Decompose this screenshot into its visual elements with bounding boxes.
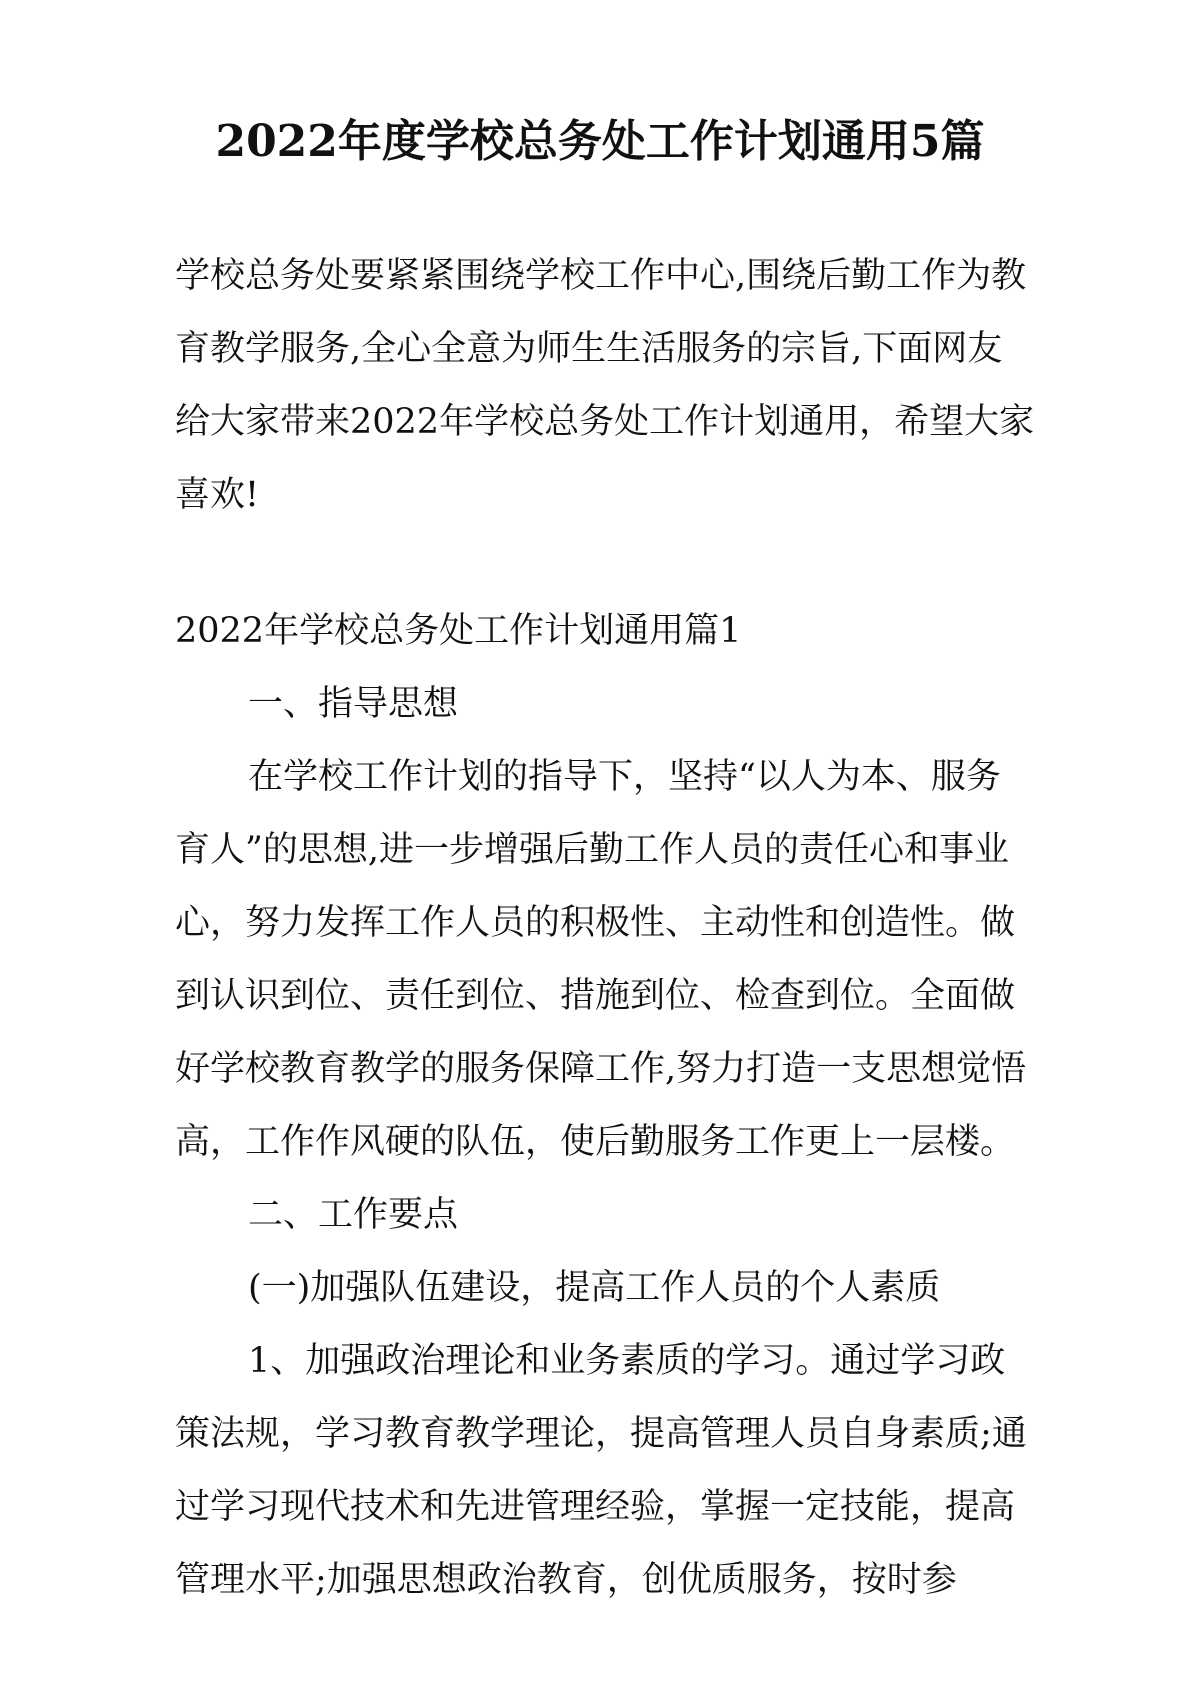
intro-paragraph: 学校总务处要紧紧围绕学校工作中心,围绕后勤工作为教育教学服务,全心全意为师生生活服务的宗旨,下面网友给大家带来2022年学校总务处工作计划通用，希望大家喜欢! bbox=[175, 256, 1035, 515]
heading-guiding-ideology: 一、指导思想 bbox=[248, 684, 459, 724]
study-paragraph: 1、加强政治理论和业务素质的学习。通过学习政策法规，学习教育教学理论，提高管理人员自身素质;通过学习现代技术和先进管理经验，掌握一定技能，提高管理水平;加强思想政治教育，创优质服务，按时参 bbox=[175, 1341, 1027, 1600]
heading-work-points: 二、工作要点 bbox=[248, 1195, 459, 1235]
document-body bbox=[175, 240, 1035, 1617]
document-title: 2022年度学校总务处工作计划通用5篇 bbox=[215, 116, 985, 167]
guiding-ideology-paragraph: 在学校工作计划的指导下，坚持“以人为本、服务育人”的思想,进一步增强后勤工作人员的责任心和事业心，努力发挥工作人员的积极性、主动性和创造性。做到认识到位、责任到位、措施到位、检查到位。全面做好学校教育教学的服务保障工作,努力打造一支思想觉悟高，工作作风硬的队伍，使后勤服务工作更上一层楼。 bbox=[175, 757, 1027, 1162]
subheading-team-building: (一)加强队伍建设，提高工作人员的个人素质 bbox=[248, 1268, 941, 1308]
paragraph-spacer bbox=[175, 532, 1035, 595]
section-heading: 2022年学校总务处工作计划通用篇1 bbox=[175, 611, 742, 651]
